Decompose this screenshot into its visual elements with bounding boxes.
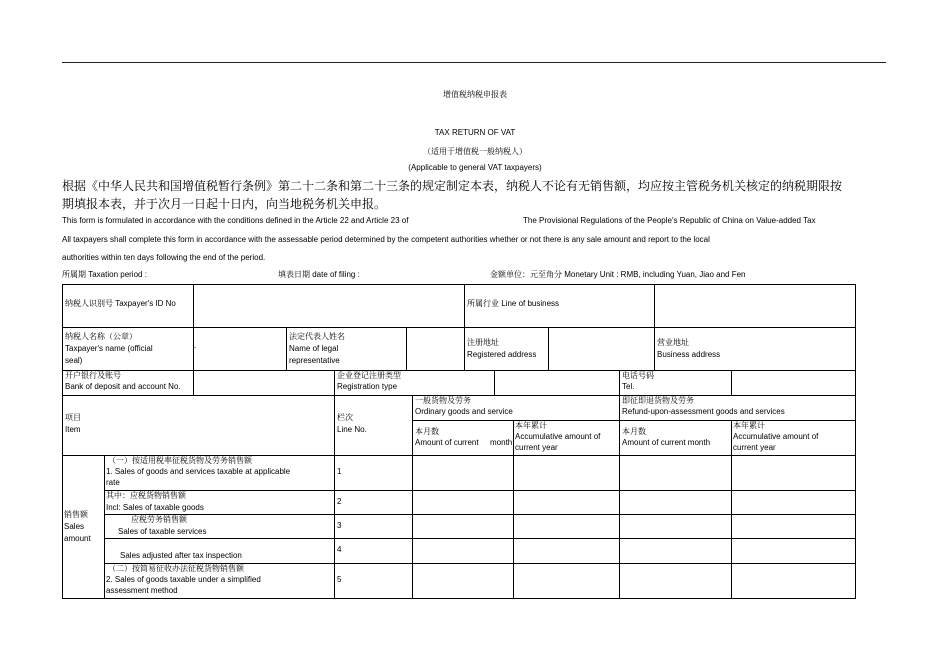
rule: [286, 327, 287, 370]
accumulative-header-cn: 本年累计: [515, 421, 547, 430]
rule: [464, 284, 465, 327]
rule: [193, 284, 194, 327]
row-label: （一）按适用税率征税货物及劳务销售额: [108, 456, 252, 465]
accumulative-header-en2: current year: [515, 443, 558, 452]
row-label: 1. Sales of goods and services taxable at applicable: [106, 467, 291, 476]
legal-rep-label-en2: representative: [289, 356, 340, 365]
intro-en-line1b: The Provisional Regulations of the People's Republic of China on Value-added Tax: [523, 216, 816, 225]
rule: [464, 327, 465, 370]
current-month-header-en2: month: [490, 438, 513, 447]
rule: [494, 370, 495, 395]
taxpayer-id-label: 纳税人识别号 Taxpayer's ID No: [65, 299, 176, 308]
rule: [62, 284, 63, 599]
rule: [104, 514, 856, 515]
registration-type-label-cn: 企业登记注册类型: [337, 371, 401, 380]
subtitle-cn: （适用于增值税一般纳税人）: [423, 147, 527, 156]
intro-en-line3: authorities within ten days following the end of the period.: [62, 253, 266, 262]
rule: [619, 395, 620, 599]
row-line-number: 2: [337, 497, 342, 506]
top-rule: [62, 62, 886, 63]
rule: [334, 395, 335, 599]
row-line-number: 5: [337, 575, 342, 584]
current-month-header-cn: 本月数: [415, 427, 439, 436]
item-header-cn: 项目: [65, 413, 81, 422]
rule: [104, 490, 856, 491]
rule: [334, 370, 335, 395]
row-label: 2. Sales of goods taxable under a simplified: [106, 575, 261, 584]
current-month-header-en: Amount of current: [415, 438, 479, 447]
intro-cn: 根据《中华人民共和国增值税暂行条例》第二十二条和第二十三条的规定制定本表，纳税人不论有无销售额，均应按主管税务机关核定的纳税期限按期填报本表，并于次月一日起十日内，向当地税务机关申报。: [62, 179, 843, 211]
rule: [619, 370, 620, 395]
row-line-number: 4: [337, 545, 342, 554]
business-address-label-cn: 营业地址: [657, 338, 689, 347]
refund-goods-header-cn: 即征即退货物及劳务: [622, 396, 694, 405]
rule: [548, 327, 549, 370]
intro-en-line2: All taxpayers shall complete this form in accordance with the assessable period determined by the competent authorities whether or not there is any sale amount and report to the local: [62, 235, 710, 244]
rule: [62, 284, 856, 285]
refund-current-month-header-en: Amount of current month: [622, 438, 711, 447]
sales-group-label-en2: amount: [64, 534, 91, 543]
ordinary-goods-header-en: Ordinary goods and service: [415, 407, 513, 416]
rule: [62, 370, 856, 371]
rule: [62, 327, 856, 328]
date-of-filing: 填表日期 date of filing :: [278, 270, 360, 279]
rule: [731, 420, 732, 599]
rule: [104, 538, 856, 539]
row-line-number: 3: [337, 521, 342, 530]
item-header-en: Item: [65, 425, 81, 434]
row-label: 应税劳务销售额: [131, 515, 187, 524]
rule: [104, 455, 105, 599]
accumulative-header-en: Accumulative amount of: [515, 432, 601, 441]
legal-rep-label-cn: 法定代表人姓名: [289, 332, 345, 341]
taxpayer-name-dot: .: [194, 341, 197, 350]
line-no-header-en: Line No.: [337, 425, 367, 434]
subtitle-en: (Applicable to general VAT taxpayers): [408, 163, 542, 172]
row-label: Sales of taxable services: [118, 527, 207, 536]
business-address-label-en: Business address: [657, 350, 721, 359]
row-label: rate: [106, 478, 120, 487]
rule: [412, 420, 856, 421]
rule: [731, 370, 732, 395]
ordinary-goods-header-cn: 一般货物及劳务: [415, 396, 471, 405]
rule: [62, 598, 856, 599]
taxation-period: 所属期 Taxation period :: [62, 270, 147, 279]
refund-accumulative-header-en: Accumulative amount of: [733, 432, 819, 441]
intro-en-line1a: This form is formulated in accordance with the conditions defined in the Article 22 and Article 23 of: [62, 216, 409, 225]
rule: [654, 284, 655, 327]
row-label: 其中：应税货物销售额: [106, 491, 186, 500]
line-of-business-label: 所属行业 Line of business: [467, 299, 560, 308]
row-line-number: 1: [337, 467, 342, 476]
rule: [654, 327, 655, 370]
sales-group-label-cn: 销售额: [64, 510, 88, 519]
taxpayer-name-label-en2: seal): [65, 356, 83, 365]
refund-accumulative-header-en2: current year: [733, 443, 776, 452]
rule: [412, 395, 413, 599]
tel-label-en: Tel.: [622, 382, 635, 391]
row-label: Sales adjusted after tax inspection: [120, 551, 242, 560]
taxpayer-name-label-en: Taxpayer's name (official: [65, 344, 153, 353]
rule: [855, 284, 856, 599]
row-label: assessment method: [106, 586, 178, 595]
taxpayer-name-label-cn: 纳税人名称（公章）: [65, 332, 137, 341]
bank-label-en: Bank of deposit and account No.: [65, 382, 181, 391]
title-en: TAX RETURN OF VAT: [434, 128, 516, 137]
rule: [193, 370, 194, 395]
rule: [513, 420, 514, 599]
rule: [406, 327, 407, 370]
registered-address-label-cn: 注册地址: [467, 338, 499, 347]
refund-accumulative-header-cn: 本年累计: [733, 421, 765, 430]
legal-rep-label-en: Name of legal: [289, 344, 339, 353]
title-cn: 增值税纳税申报表: [443, 90, 507, 99]
bank-label-cn: 开户银行及账号: [65, 371, 121, 380]
row-label: （二）按简易征收办法征税货物销售额: [108, 564, 244, 573]
refund-current-month-header-cn: 本月数: [622, 427, 646, 436]
refund-goods-header-en: Refund-upon-assessment goods and services: [622, 407, 785, 416]
registered-address-label-en: Registered address: [467, 350, 537, 359]
row-label: Incl: Sales of taxable goods: [106, 503, 204, 512]
tel-label-cn: 电话号码: [622, 371, 654, 380]
sales-group-label-en: Sales: [64, 522, 85, 531]
monetary-unit: 金额单位：元至角分 Monetary Unit : RMB, including Yuan, Jiao and Fen: [490, 270, 746, 279]
line-no-header-cn: 栏次: [337, 413, 353, 422]
registration-type-label-en: Registration type: [337, 382, 398, 391]
